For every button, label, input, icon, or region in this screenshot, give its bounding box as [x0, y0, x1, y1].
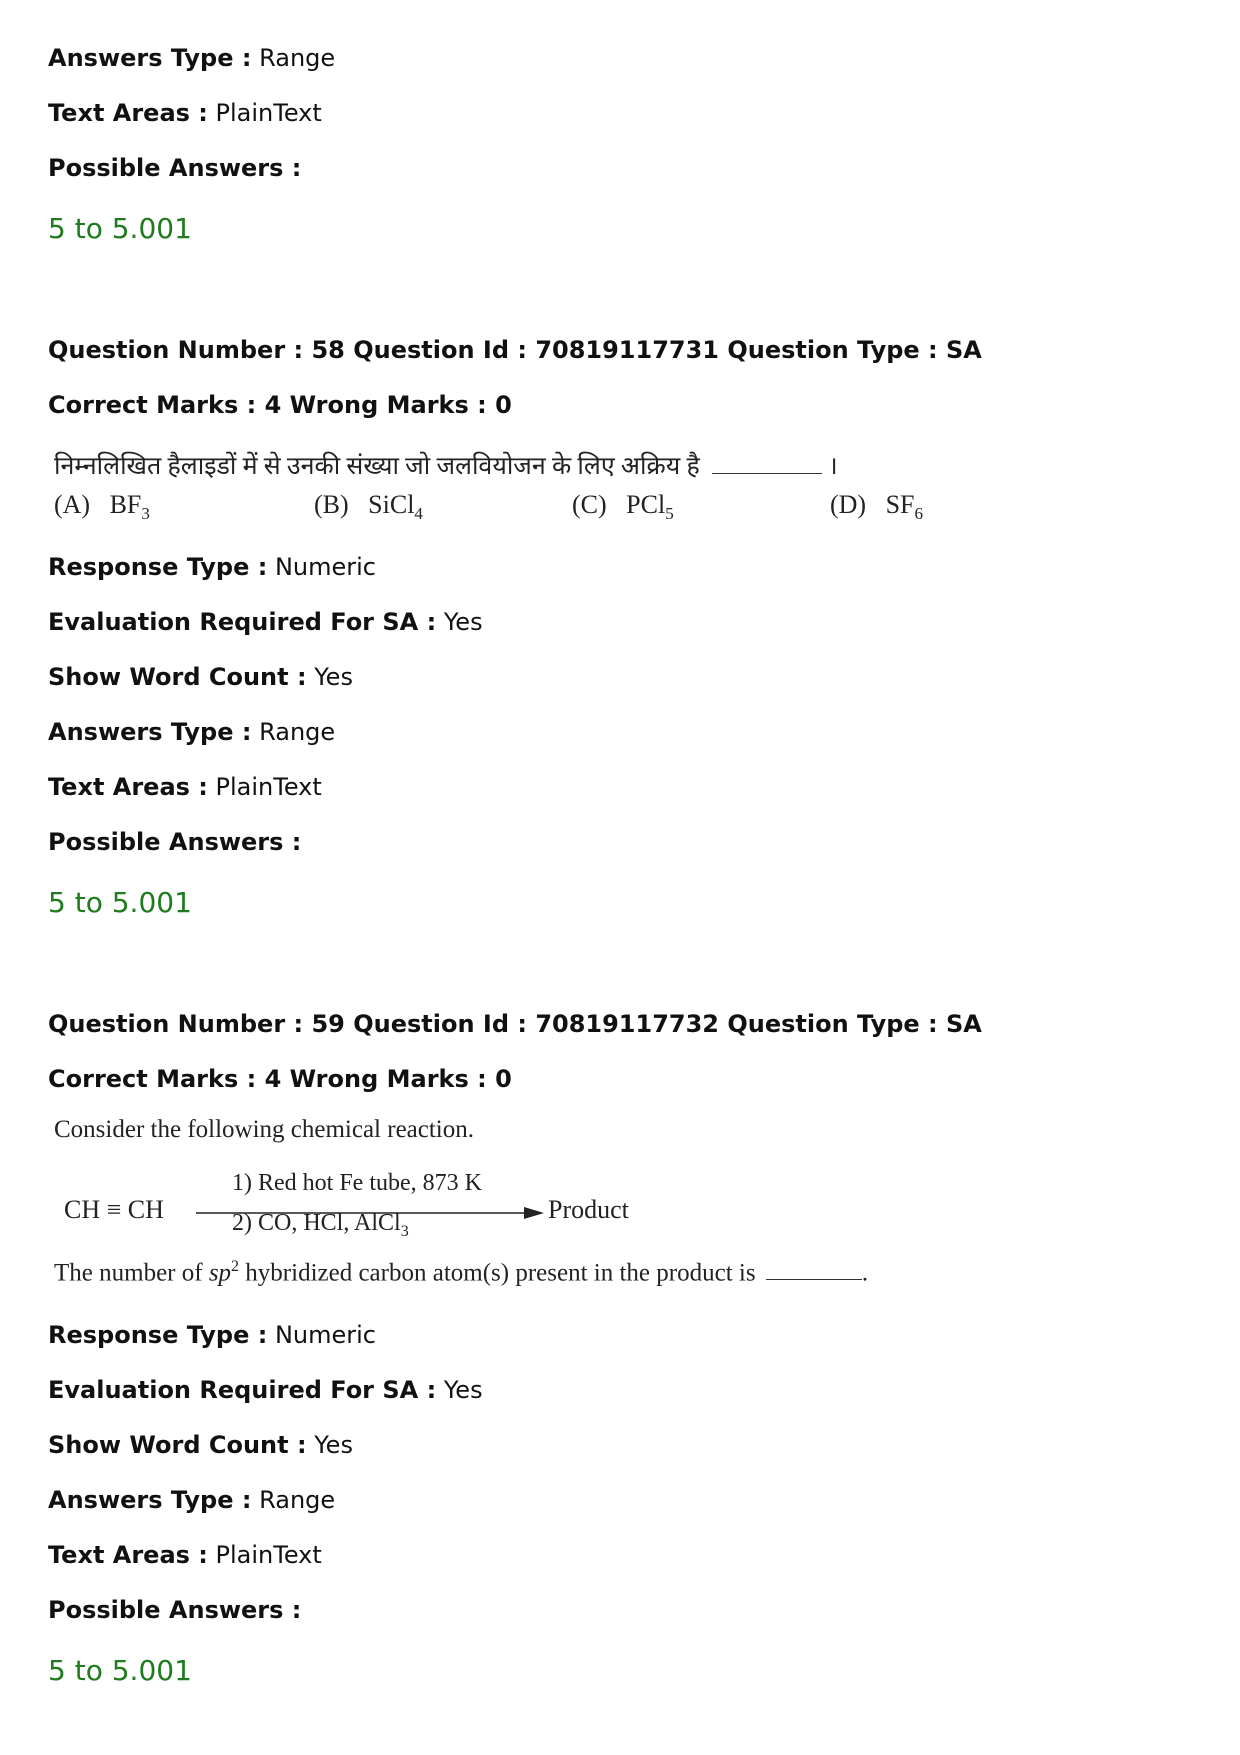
word-count-row: Show Word Count : Yes [48, 1431, 353, 1459]
text-areas-row [48, 99, 322, 127]
option-d: (D) $SF_6$ [830, 490, 924, 524]
evaluation-row: Evaluation Required For SA : Yes [48, 608, 483, 636]
option-a: (A) $BF_3$ [54, 490, 150, 524]
option-c: (C) PCl$_5$ [572, 490, 674, 524]
question-header: Question Number : 58 Question Id : 70819117731 Question Type : SA [48, 336, 982, 364]
response-type-row: Response Type : Numeric [48, 1321, 376, 1349]
word-count-row: Show Word Count : Yes [48, 663, 353, 691]
reaction-product: Product [548, 1195, 629, 1224]
response-type-row: Response Type : Numeric [48, 553, 376, 581]
option-b: (B) SiCl$_4$ [314, 490, 423, 524]
field-value: Range [259, 44, 336, 72]
answers-type-row [48, 44, 335, 72]
question-marks: Correct Marks : 4 Wrong Marks : 0 [48, 1065, 512, 1093]
question-marks: Correct Marks : 4 Wrong Marks : 0 [48, 391, 512, 419]
question-header: Question Number : 59 Question Id : 70819117732 Question Type : SA [48, 1010, 982, 1038]
reaction-step-1: 1) Red hot Fe tube, 873 K [232, 1170, 482, 1196]
possible-answers-label: Possible Answers : [48, 154, 302, 182]
question-text: निम्नलिखित हैलाइडों में से उनकी संख्या जो जलवियोजन के लिए अक्रिय है । [54, 453, 838, 480]
possible-answers-value: 5 to 5.001 [48, 212, 192, 245]
answer-blank [712, 473, 822, 474]
reaction-step-2: 2) CO, HCl, AlCl$_3$ [232, 1210, 409, 1240]
possible-answers-value: 5 to 5.001 [48, 1654, 192, 1687]
question-text: The number of $sp^2$ hybridized carbon atom(s) present in the product is . [54, 1258, 869, 1287]
answers-type-row: Answers Type : Range [48, 718, 336, 746]
question-intro: Consider the following chemical reaction. [54, 1116, 475, 1143]
reactant: CH ≡ CH [64, 1195, 164, 1224]
answers-type-row: Answers Type : Range [48, 1486, 336, 1514]
text-areas-row: Text Areas : PlainText [48, 773, 322, 801]
answer-blank [766, 1279, 862, 1280]
field-label: Answers Type : [48, 44, 252, 72]
possible-answers-label: Possible Answers : [48, 828, 302, 856]
text-areas-row: Text Areas : PlainText [48, 1541, 322, 1569]
evaluation-row: Evaluation Required For SA : Yes [48, 1376, 483, 1404]
field-label: Text Areas : [48, 99, 208, 127]
possible-answers-label: Possible Answers : [48, 1596, 302, 1624]
possible-answers-value: 5 to 5.001 [48, 886, 192, 919]
field-value: PlainText [215, 99, 322, 127]
